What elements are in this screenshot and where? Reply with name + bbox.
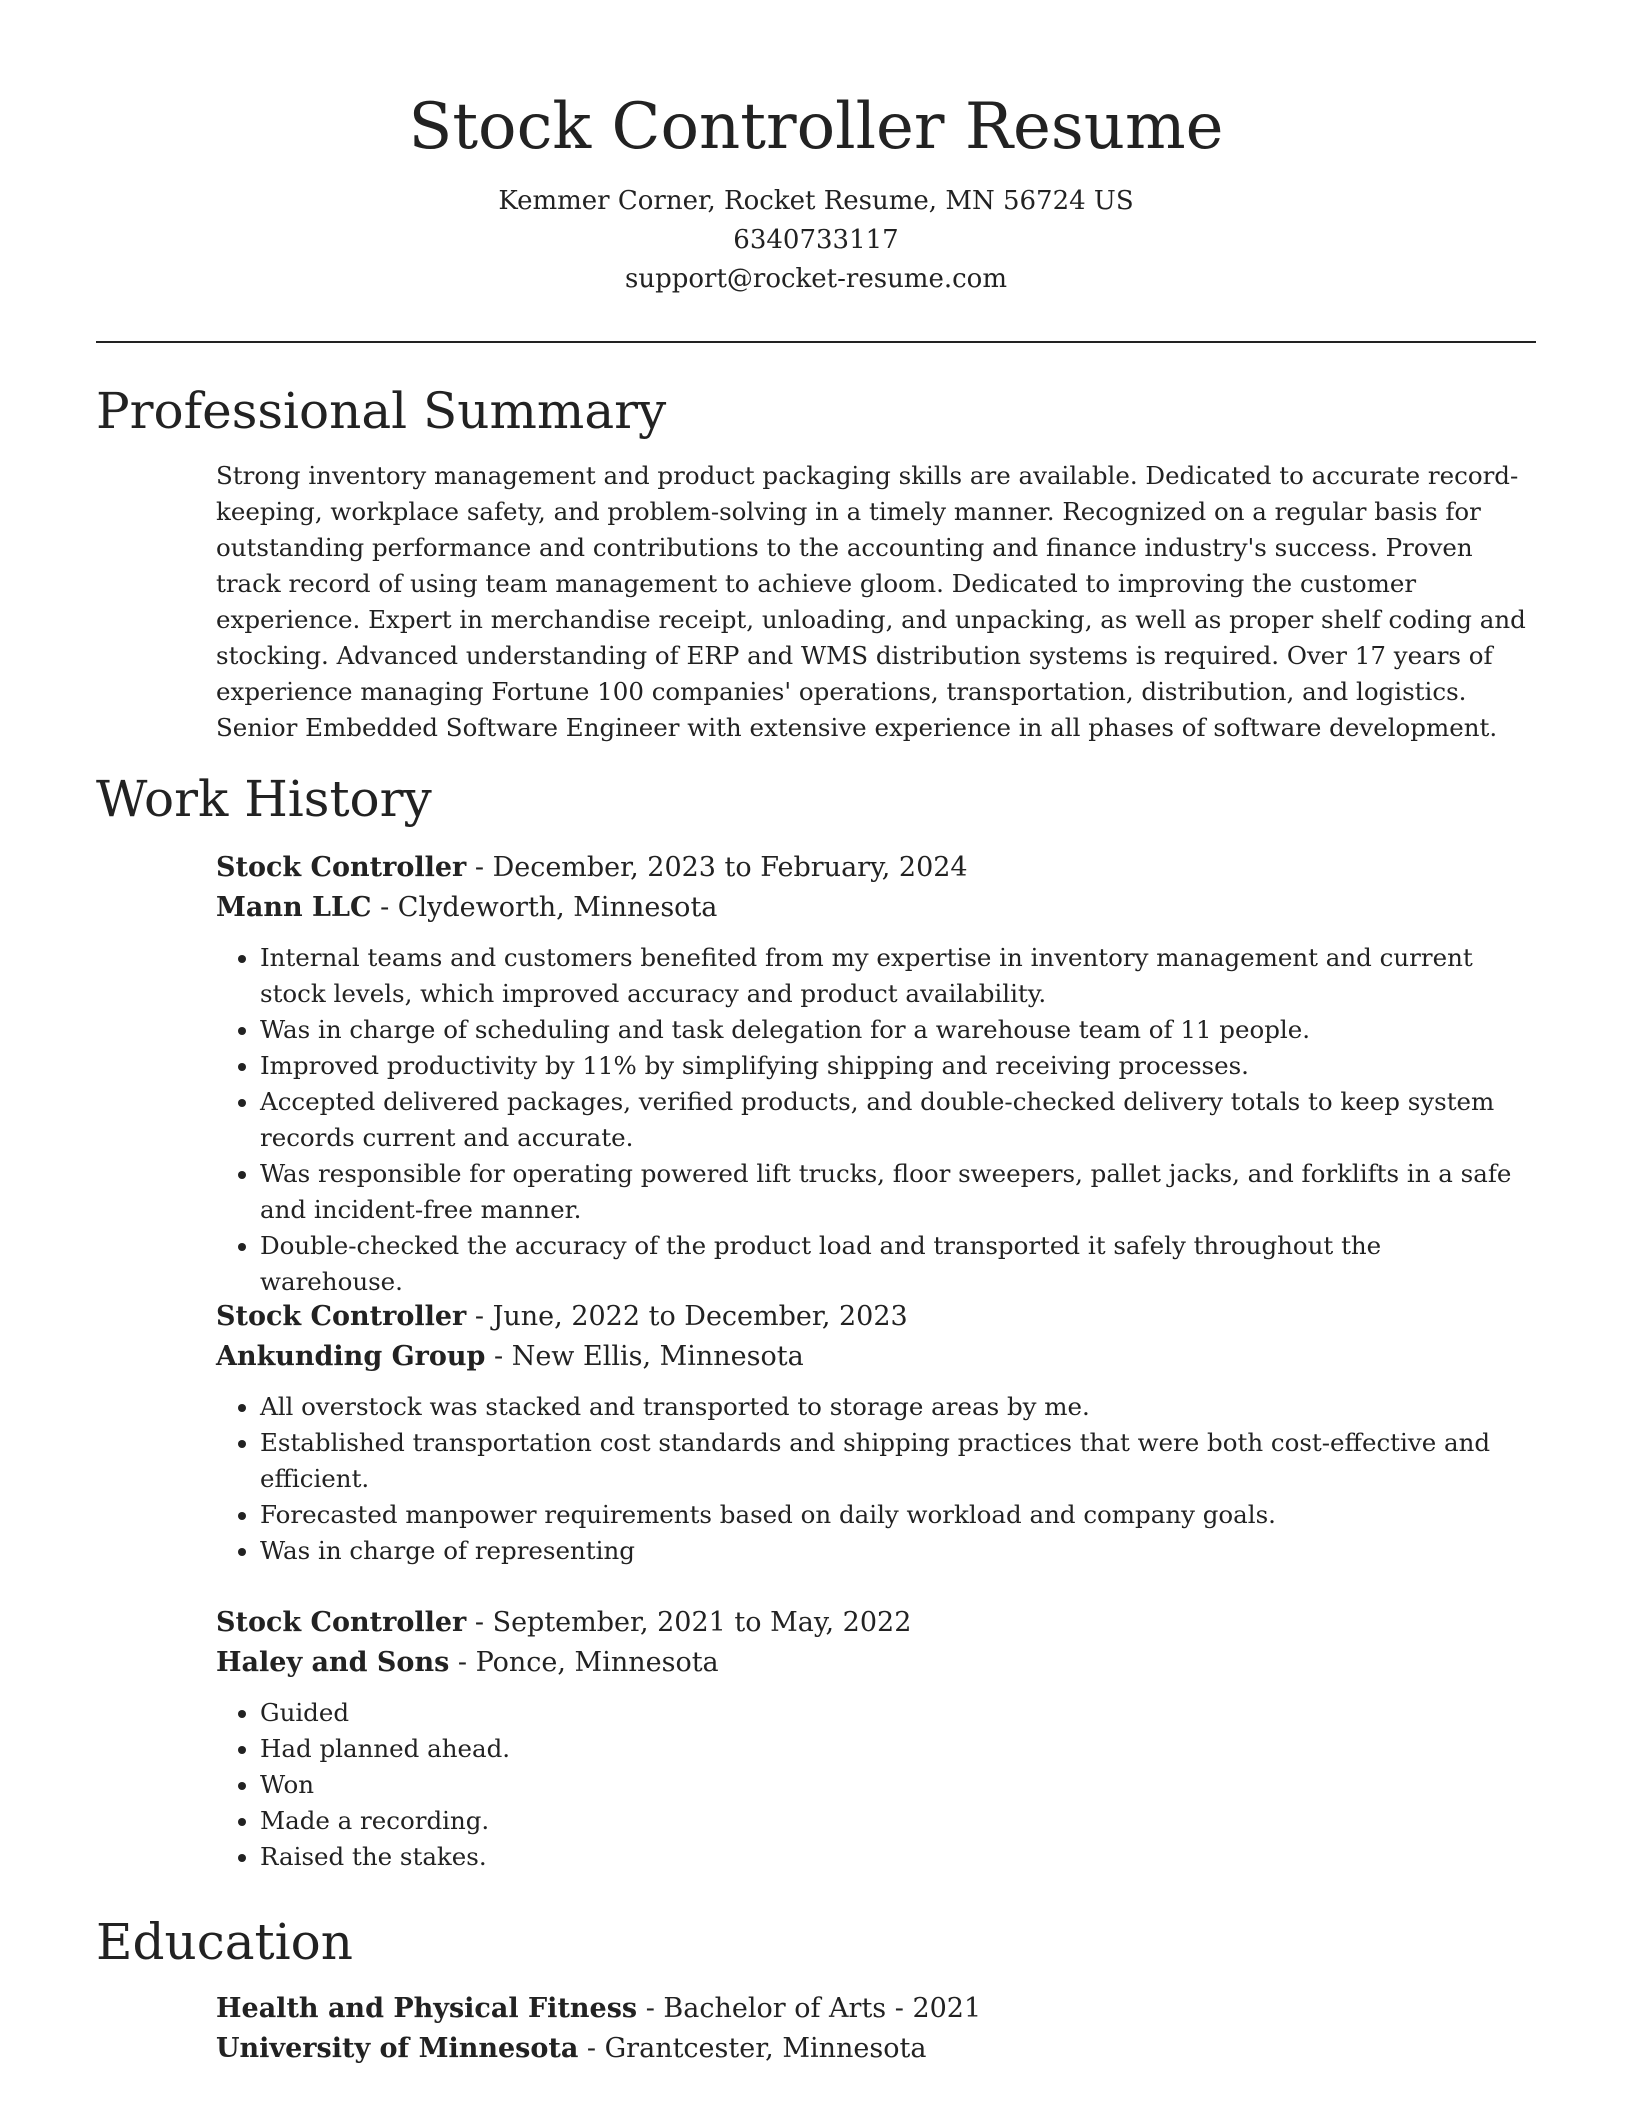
education-entry [216,1989,1526,2069]
job-title: Stock Controller [216,852,467,883]
job-title-line [216,848,1526,888]
job-dates: - September, 2021 to May, 2022 [466,1607,912,1638]
job-dates: - December, 2023 to February, 2024 [466,852,968,883]
job-bullet: • Raised the stakes. [260,1839,1526,1875]
resume-header [96,82,1536,299]
contact-email: support@rocket-resume.com [624,264,1007,294]
job-bullet: • Was in charge of representing [260,1533,1526,1569]
job-bullet: • Internal teams and customers benefited from my expertise in inventory management and current stock levels, which improved accuracy and product availability. [260,940,1526,1012]
summary-text: Strong inventory management and product packaging skills are available. Dedicated to accurate record-keeping, workplace safety, and problem-solving in a timely manner. Recognized on a regular basis for outstanding performance and contributions to the accounting and finance industry's success. Proven track record of using team management to achieve gloom. Dedicated to improving the customer experience. Expert in merchandise receipt, unloading, and unpacking, as well as proper shelf coding and stocking. Advanced understanding of ERP and WMS distribution systems is required. Over 17 years of experience managing Fortune 100 companies' operations, transportation, distribution, and logistics. Senior Embedded Software Engineer with extensive experience in all phases of software development. [216,461,1526,742]
job-title-line [216,1603,1526,1643]
job-title-line [216,1297,1526,1337]
education-school: University of Minnesota [216,2033,579,2064]
job-company-line [216,1337,1526,1377]
work-history-heading: Work History [96,770,432,828]
job-bullets [216,940,1526,1300]
job-company: Haley and Sons [216,1647,450,1678]
job-bullets [216,1389,1526,1569]
job-entry [216,1603,1526,1875]
job-company-line [216,888,1526,928]
job-bullet: • Established transportation cost standards and shipping practices that were both cost-effective and efficient. [260,1425,1526,1497]
job-company: Mann LLC [216,892,372,923]
contact-phone: 6340733117 [733,225,899,255]
education-degree: - Bachelor of Arts - 2021 [637,1993,982,2024]
job-bullet: • Had planned ahead. [260,1731,1526,1767]
job-title: Stock Controller [216,1301,467,1332]
education-location: - Grantcester, Minnesota [578,2033,927,2064]
education-school-line [216,2029,1526,2069]
job-bullet: • Was responsible for operating powered lift trucks, floor sweepers, pallet jacks, and forklifts in a safe and incident-free manner. [260,1156,1526,1228]
job-bullet: • Made a recording. [260,1803,1526,1839]
job-location: - Ponce, Minnesota [449,1647,719,1678]
job-bullet: • Won [260,1767,1526,1803]
contact-address: Kemmer Corner, Rocket Resume, MN 56724 US [498,186,1134,216]
summary-heading: Professional Summary [96,382,667,440]
summary-section [216,458,1526,746]
education-heading: Education [96,1913,353,1971]
education-field: Health and Physical Fitness [216,1993,638,2024]
resume-title: Stock Controller Resume [408,90,1224,164]
job-location: - Clydeworth, Minnesota [371,892,718,923]
job-bullets [216,1695,1526,1875]
job-bullet: • Accepted delivered packages, verified products, and double-checked delivery totals to keep system records current and accurate. [260,1084,1526,1156]
job-entry [216,848,1526,1300]
job-entry [216,1297,1526,1569]
job-location: - New Ellis, Minnesota [485,1341,804,1372]
job-company-line [216,1643,1526,1683]
job-bullet: • Guided [260,1695,1526,1731]
job-company: Ankunding Group [216,1341,486,1372]
contact-info [96,182,1536,299]
job-dates: - June, 2022 to December, 2023 [466,1301,908,1332]
job-bullet: • Improved productivity by 11% by simplifying shipping and receiving processes. [260,1048,1526,1084]
job-title: Stock Controller [216,1607,467,1638]
job-bullet: • All overstock was stacked and transported to storage areas by me. [260,1389,1526,1425]
education-degree-line [216,1989,1526,2029]
job-bullet: • Double-checked the accuracy of the product load and transported it safely throughout the warehouse. [260,1228,1526,1300]
job-bullet: • Was in charge of scheduling and task delegation for a warehouse team of 11 people. [260,1012,1526,1048]
header-divider [96,341,1536,343]
job-bullet: • Forecasted manpower requirements based on daily workload and company goals. [260,1497,1526,1533]
